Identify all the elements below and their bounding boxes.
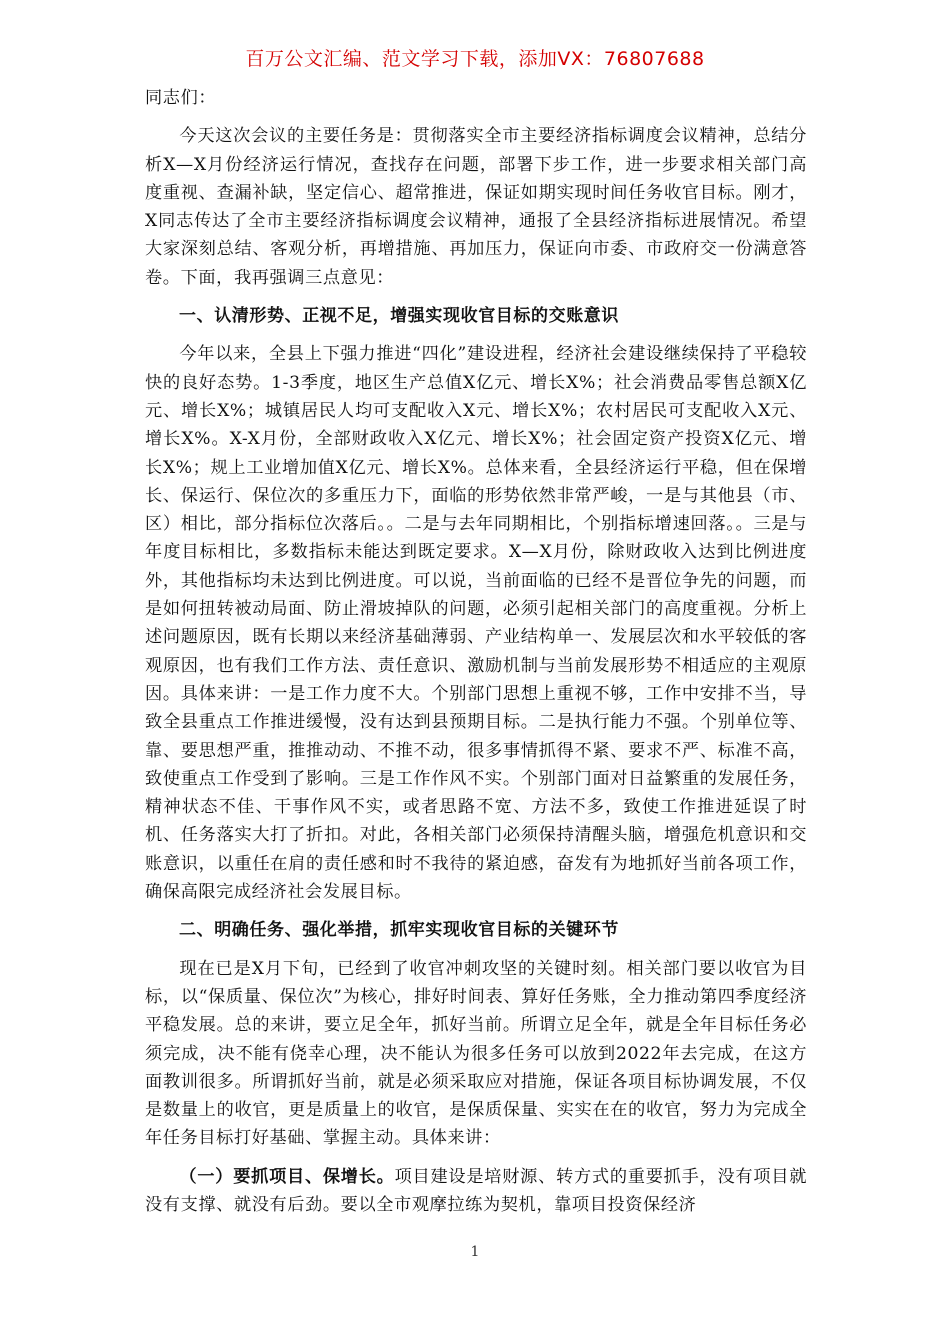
watermark-banner: 百万公文汇编、范文学习下载，添加VX：76807688	[245, 48, 705, 70]
section-heading-2: 二、明确任务、强化举措，抓牢实现收官目标的关键环节	[179, 920, 619, 941]
section-2-paragraph: 现在已是X月下旬，已经到了收官冲刺攻坚的关键时刻。相关部门要以收官为目标，以“保质量、保位次”为核心，排好时间表、算好任务账，全力推动第四季度经济平稳发展。总的来讲，要立足全年，抓好当前。所谓立足全年，就是全年目标任务必须完成，决不能有侥幸心理，决不能认为很多任务可以放到2022年去完成，在这方面教训很多。所谓抓好当前，就是必须采取应对措施，保证各项目标协调发展，不仅是数量上的收官，更是质量上的收官，是保质保量、实实在在的收官，努力为完成全年任务目标打好基础、掌握主动。具体来讲：	[145, 958, 807, 1149]
page-number: 1	[470, 1244, 480, 1260]
subsection-1-title: （一）要抓项目、保增长。	[179, 1166, 395, 1187]
document-body	[145, 84, 807, 1229]
subsection-1-text: 项目建设是培财源、转方式的重要抓手，没有项目就没有支撑、就没有后劲。要以全市观摩拉练为契机，靠项目投资保经济	[145, 1166, 807, 1215]
section-heading-1: 一、认清形势、正视不足，增强实现收官目标的交账意识	[179, 306, 619, 327]
greeting: 同志们：	[145, 88, 217, 108]
intro-paragraph: 今天这次会议的主要任务是：贯彻落实全市主要经济指标调度会议精神，总结分析X—X月份经济运行情况，查找存在问题，部署下步工作，进一步要求相关部门高度重视、查漏补缺，坚定信心、超常推进，保证如期实现时间任务收官目标。刚才，X同志传达了全市主要经济指标调度会议精神，通报了全县经济指标进展情况。希望大家深刻总结、客观分析，再增措施、再加压力，保证向市委、市政府交一份满意答卷。下面，我再强调三点意见：	[145, 126, 807, 288]
section-1-paragraph: 今年以来，全县上下强力推进“四化”建设进程，经济社会建设继续保持了平稳较快的良好态势。1-3季度，地区生产总值X亿元、增长X%；社会消费品零售总额X亿元、增长X%；城镇居民人均可支配收入X元、增长X%；农村居民可支配收入X元、增长X%。X-X月份，全部财政收入X亿元、增长X%；社会固定资产投资X亿元、增长X%；规上工业增加值X亿元、增长X%。总体来看，全县经济运行平稳，但在保增长、保运行、保位次的多重压力下，面临的形势依然非常严峻，一是与其他县（市、区）相比，部分指标位次落后。。二是与去年同期相比，个别指标增速回落。。三是与年度目标相比，多数指标未能达到既定要求。X—X月份，除财政收入达到比例进度外，其他指标均未达到比例进度。可以说，当前面临的已经不是晋位争先的问题，而是如何扭转被动局面、防止滑坡掉队的问题，必须引起相关部门的高度重视。分析上述问题原因，既有长期以来经济基础薄弱、产业结构单一、发展层次和水平较低的客观原因，也有我们工作方法、责任意识、激励机制与当前发展形势不相适应的主观原因。具体来讲：一是工作力度不大。个别部门思想上重视不够，工作中安排不当，导致全县重点工作推进缓慢，没有达到县预期目标。二是执行能力不强。个别单位等、靠、要思想严重，推推动动、不推不动，很多事情抓得不紧、要求不严、标准不高，致使重点工作受到了影响。三是工作作风不实。个别部门面对日益繁重的发展任务，精神状态不佳、干事作风不实，或者思路不宽、方法不多，致使工作推进延误了时机、任务落实大打了折扣。对此，各相关部门必须保持清醒头脑，增强危机意识和交账意识，以重任在肩的责任感和时不我待的紧迫感，奋发有为地抓好当前各项工作，确保高限完成经济社会发展目标。	[145, 344, 807, 903]
subsection-1-paragraph	[145, 1163, 807, 1220]
